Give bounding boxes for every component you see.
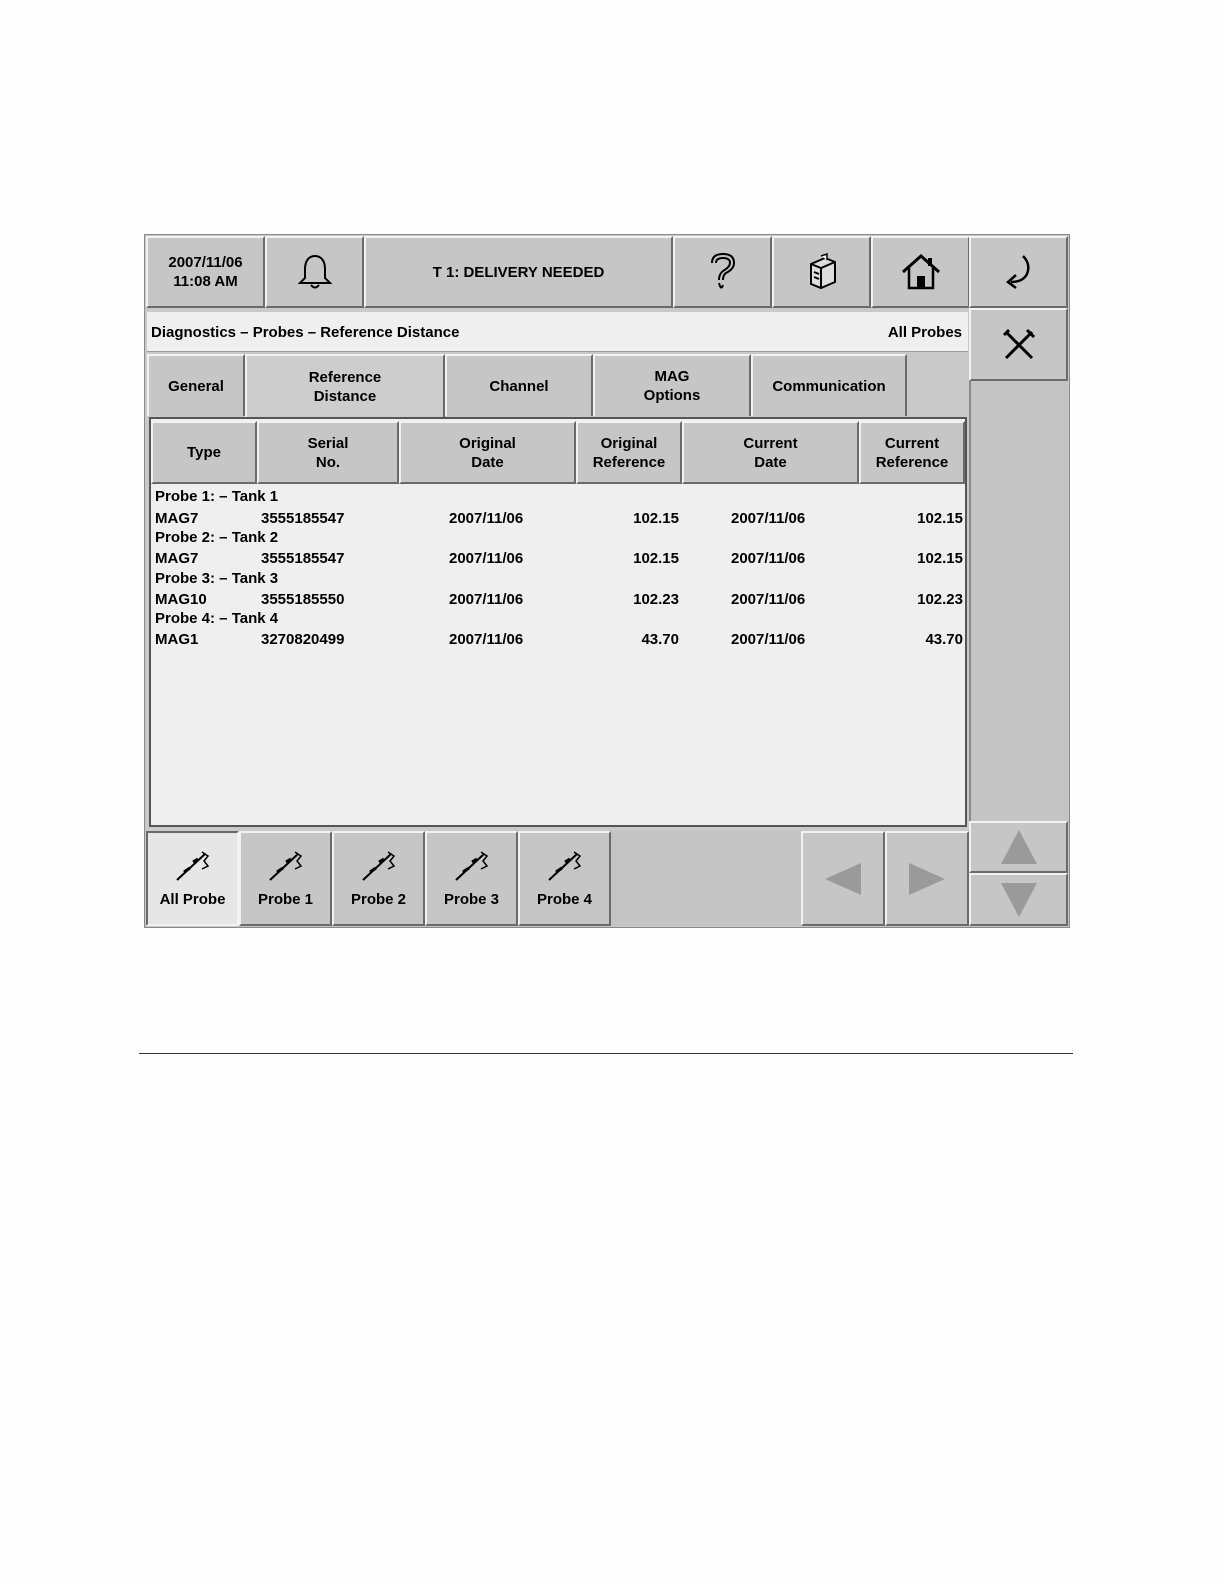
probe-title: Probe 3: – Tank 3 bbox=[155, 570, 279, 587]
left-arrow-icon bbox=[823, 861, 863, 897]
cell-original-reference: 102.23 bbox=[633, 591, 679, 608]
tab-channel[interactable] bbox=[445, 354, 593, 416]
cell-original-reference: 102.15 bbox=[633, 510, 679, 527]
column-header-current-date[interactable] bbox=[682, 421, 859, 484]
breadcrumb-scope: All Probes bbox=[887, 324, 962, 341]
probe-2-button[interactable] bbox=[332, 831, 425, 926]
cell-original-date: 2007/11/06 bbox=[449, 550, 524, 567]
page-divider-line bbox=[139, 1053, 1073, 1054]
help-button[interactable] bbox=[673, 236, 772, 308]
date-text: 2007/11/06 bbox=[168, 254, 243, 271]
cell-current-reference: 43.70 bbox=[925, 631, 963, 648]
tab-bar bbox=[147, 354, 968, 416]
datetime-display bbox=[146, 236, 265, 308]
probe-4-label: Probe 4 bbox=[536, 891, 593, 908]
group-title bbox=[153, 570, 965, 590]
cell-original-date: 2007/11/06 bbox=[449, 591, 524, 608]
cell-type: MAG1 bbox=[155, 631, 199, 648]
tab-communication[interactable] bbox=[751, 354, 907, 416]
alarm-button[interactable] bbox=[265, 236, 364, 308]
print-button[interactable] bbox=[772, 236, 871, 308]
cell-original-date: 2007/11/06 bbox=[449, 631, 524, 648]
reference-distance-table bbox=[149, 417, 967, 827]
column-header-type-label: Type bbox=[187, 444, 221, 461]
cell-serial: 3270820499 bbox=[261, 631, 345, 648]
column-header-serial-label: Serial No. bbox=[307, 434, 349, 471]
group-title bbox=[153, 610, 965, 630]
bell-icon bbox=[295, 252, 335, 292]
tab-channel-label: Channel bbox=[489, 377, 549, 395]
probe-2-label: Probe 2 bbox=[350, 891, 407, 908]
cell-type: MAG7 bbox=[155, 550, 199, 567]
back-button[interactable] bbox=[969, 236, 1068, 308]
all-probe-label: All Probe bbox=[159, 891, 226, 908]
return-arrow-icon bbox=[1001, 252, 1037, 292]
cell-original-date: 2007/11/06 bbox=[449, 510, 524, 527]
status-message-button[interactable] bbox=[364, 236, 673, 308]
down-arrow-icon bbox=[999, 881, 1039, 919]
cell-current-date: 2007/11/06 bbox=[731, 631, 806, 648]
scroll-up-button[interactable] bbox=[969, 821, 1068, 873]
right-scroll-area bbox=[969, 381, 1068, 821]
all-probe-button[interactable] bbox=[146, 831, 239, 926]
tools-icon bbox=[1001, 327, 1037, 363]
column-header-original-date[interactable] bbox=[399, 421, 576, 484]
probe-icon bbox=[546, 849, 584, 883]
tab-reference-distance-label: Reference Distance bbox=[308, 369, 382, 405]
column-header-original-date-label: Original Date bbox=[459, 434, 516, 471]
cell-serial: 3555185547 bbox=[261, 510, 345, 527]
column-header-type[interactable] bbox=[151, 421, 257, 484]
question-icon bbox=[704, 251, 742, 293]
probe-icon bbox=[267, 849, 305, 883]
group-title bbox=[153, 488, 965, 508]
cell-current-date: 2007/11/06 bbox=[731, 550, 806, 567]
cell-original-reference: 43.70 bbox=[641, 631, 679, 648]
home-icon bbox=[900, 252, 942, 292]
table-row[interactable] bbox=[153, 510, 965, 530]
cell-type: MAG10 bbox=[155, 591, 207, 608]
table-row[interactable] bbox=[153, 591, 965, 611]
cell-current-reference: 102.23 bbox=[917, 591, 963, 608]
tab-communication-label: Communication bbox=[772, 377, 886, 395]
bottom-empty-area bbox=[611, 831, 801, 926]
time-text: 11:08 AM bbox=[173, 273, 238, 290]
probe-title: Probe 2: – Tank 2 bbox=[155, 529, 279, 546]
probe-1-label: Probe 1 bbox=[257, 891, 314, 908]
column-header-serial[interactable] bbox=[257, 421, 399, 484]
cell-current-date: 2007/11/06 bbox=[731, 591, 806, 608]
cell-serial: 3555185547 bbox=[261, 550, 345, 567]
tab-general-label: General bbox=[168, 377, 224, 395]
column-header-current-date-label: Current Date bbox=[743, 434, 798, 471]
probe-3-button[interactable] bbox=[425, 831, 518, 926]
tools-button[interactable] bbox=[969, 308, 1068, 381]
tab-mag-options[interactable] bbox=[593, 354, 751, 416]
table-row[interactable] bbox=[153, 631, 965, 651]
probe-title: Probe 1: – Tank 1 bbox=[155, 488, 279, 505]
probe-3-label: Probe 3 bbox=[443, 891, 500, 908]
up-arrow-icon bbox=[999, 828, 1039, 866]
cell-serial: 3555185550 bbox=[261, 591, 345, 608]
tab-mag-options-label: MAG Options bbox=[643, 368, 701, 404]
probe-title: Probe 4: – Tank 4 bbox=[155, 610, 279, 627]
column-header-current-reference[interactable] bbox=[859, 421, 965, 484]
status-message-text: T 1: DELIVERY NEEDED bbox=[432, 263, 605, 281]
probe-icon bbox=[453, 849, 491, 883]
scroll-down-button[interactable] bbox=[969, 873, 1068, 926]
breadcrumb bbox=[147, 312, 968, 352]
tab-reference-distance[interactable] bbox=[245, 354, 445, 418]
cell-type: MAG7 bbox=[155, 510, 199, 527]
group-title bbox=[153, 529, 965, 549]
breadcrumb-path: Diagnostics – Probes – Reference Distance bbox=[151, 324, 460, 341]
column-header-original-reference-label: Original Reference bbox=[592, 434, 666, 471]
home-button[interactable] bbox=[871, 236, 970, 308]
probe-1-button[interactable] bbox=[239, 831, 332, 926]
probe-icon bbox=[174, 849, 212, 883]
table-row[interactable] bbox=[153, 550, 965, 570]
cell-original-reference: 102.15 bbox=[633, 550, 679, 567]
printer-icon bbox=[803, 252, 841, 292]
previous-page-button[interactable] bbox=[801, 831, 885, 926]
cell-current-reference: 102.15 bbox=[917, 510, 963, 527]
right-arrow-icon bbox=[907, 861, 947, 897]
tab-general[interactable] bbox=[147, 354, 245, 416]
column-header-current-reference-label: Current Reference bbox=[875, 434, 949, 471]
next-page-button[interactable] bbox=[885, 831, 969, 926]
probe-4-button[interactable] bbox=[518, 831, 611, 926]
cell-current-date: 2007/11/06 bbox=[731, 510, 806, 527]
column-header-original-reference[interactable] bbox=[576, 421, 682, 484]
probe-icon bbox=[360, 849, 398, 883]
cell-current-reference: 102.15 bbox=[917, 550, 963, 567]
